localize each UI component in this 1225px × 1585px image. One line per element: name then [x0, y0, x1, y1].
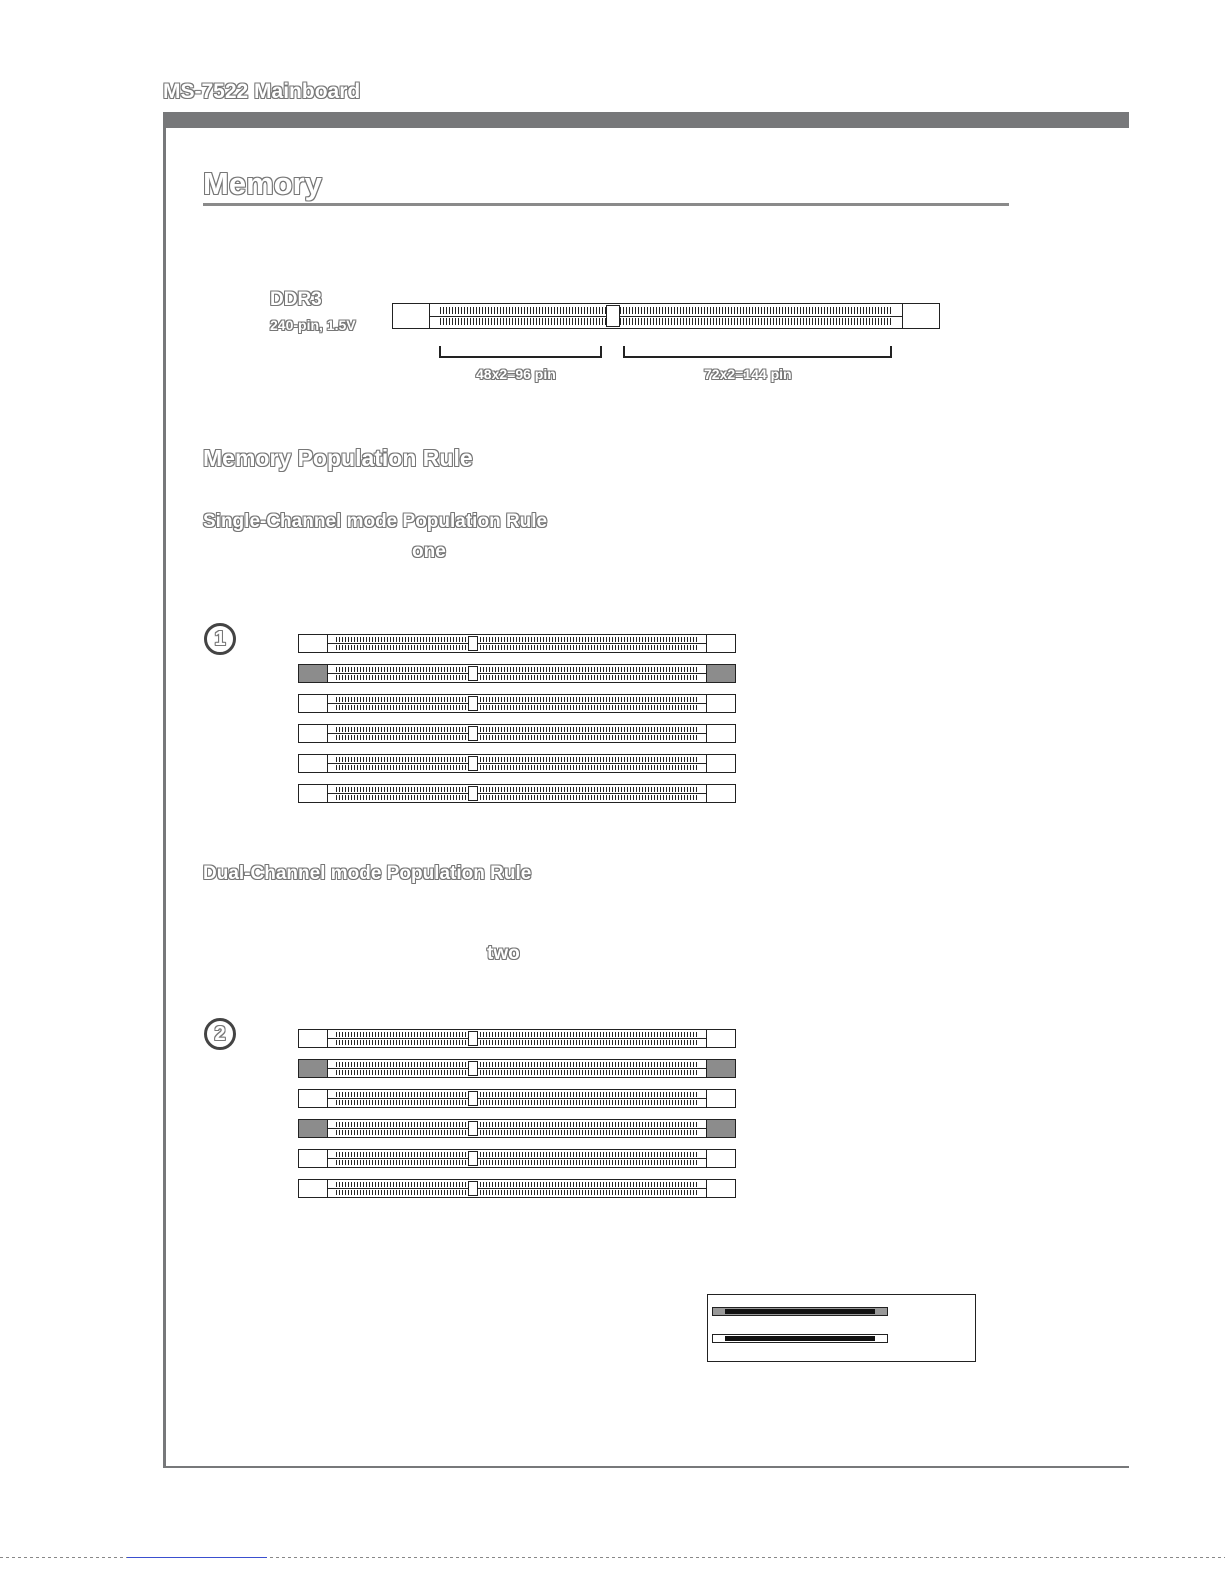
- section-title: Memory: [203, 166, 322, 201]
- bottom-rule: [163, 1466, 1129, 1468]
- dimm-slot-empty: [298, 1029, 736, 1048]
- right-pin-count: 72x2=144 pin: [704, 366, 792, 382]
- dimm-slot-empty: [298, 784, 736, 803]
- ddr-label: DDR3: [270, 289, 322, 310]
- dimm-slot-empty: [298, 694, 736, 713]
- dimm-slot-empty: [298, 754, 736, 773]
- dimm-slot-installed: [298, 1119, 736, 1138]
- dimm-slot-empty: [298, 1179, 736, 1198]
- left-pin-bracket: [439, 346, 602, 358]
- header-label: MS-7522 Mainboard: [163, 80, 361, 103]
- legend-box: [707, 1294, 976, 1362]
- ddr-spec: 240-pin, 1.5V: [270, 317, 356, 333]
- single-emphasis: one: [412, 541, 446, 562]
- legend-installed-swatch: [712, 1307, 888, 1316]
- footer-blue-line: [127, 1557, 267, 1558]
- left-margin-rule: [163, 112, 166, 1468]
- dimm-slot-empty: [298, 1089, 736, 1108]
- dimm-slot-installed: [298, 1059, 736, 1078]
- dimm-slot-empty: [298, 724, 736, 743]
- step-2-badge: 2: [204, 1018, 236, 1050]
- step-1-badge: 1: [204, 623, 236, 655]
- dimm-slot-empty: [298, 634, 736, 653]
- population-title: Memory Population Rule: [203, 445, 473, 471]
- notch-key: [606, 305, 620, 327]
- dual-channel-heading: Dual-Channel mode Population Rule: [203, 863, 532, 884]
- legend-empty-swatch: [712, 1334, 888, 1343]
- ddr3-module-diagram: [392, 303, 940, 329]
- right-pin-bracket: [623, 346, 892, 358]
- single-channel-heading: Single-Channel mode Population Rule: [203, 511, 548, 532]
- title-underline: [203, 203, 1009, 206]
- header-bar: [163, 112, 1129, 128]
- dimm-slot-installed: [298, 664, 736, 683]
- dimm-slot-empty: [298, 1149, 736, 1168]
- left-pin-count: 48x2=96 pin: [476, 366, 556, 382]
- dual-emphasis: two: [487, 943, 520, 964]
